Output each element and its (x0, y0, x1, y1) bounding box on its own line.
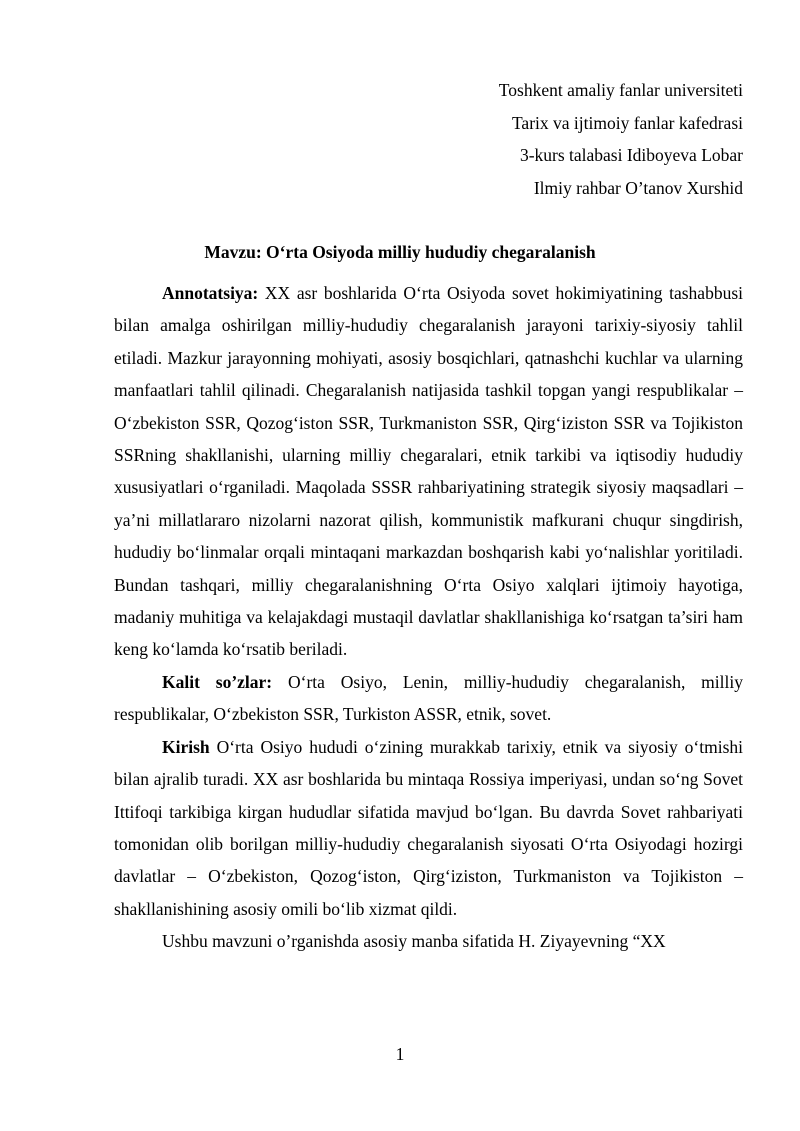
annotation-label: Annotatsiya: (162, 283, 259, 303)
supervisor-name: Ilmiy rahbar O’tanov Xurshid (533, 177, 743, 198)
author-info-block (499, 74, 743, 204)
page-number: 1 (395, 1044, 405, 1064)
keywords-paragraph (114, 666, 743, 731)
continuation-paragraph (114, 925, 743, 957)
department-name: Tarix va ijtimoiy fanlar kafedrasi (511, 112, 743, 133)
continuation-text: Ushbu mavzuni o’rganishda asosiy manba sifatida H. Ziyayevning “XX (162, 931, 666, 952)
keywords-label: Kalit so’zlar: (162, 671, 273, 692)
introduction-label: Kirish (162, 736, 210, 757)
university-name: Toshkent amaliy fanlar universiteti (498, 80, 743, 100)
document-title: Mavzu: O‘rta Osiyoda milliy hududiy chegaralanish (204, 242, 596, 262)
introduction-text: O‘rta Osiyo hududi o‘zining murakkab tarixiy, etnik va siyosiy o‘tmishi bilan ajralib turadi. XX asr boshlarida bu mintaqa Rossiya imperiyasi, undan so‘ng Sovet Ittifoqi tarkibiga kirgan hududlar sifatida mavjud bo‘lgan. Bu davrda Sovet rahbariyati tomonidan olib borilgan milliy-hududiy chegaralanish siyosati O‘rta Osiyodagi hozirgi davlatlar – O‘zbekiston, Qozog‘iston, Qirg‘iziston, Turkmaniston va Tojikiston – shakllanishining asosiy omili bo‘lib xizmat qildi. (114, 736, 743, 919)
keywords-text: O‘rta Osiyo, Lenin, milliy-hududiy chegaralanish, milliy respublikalar, O‘zbekiston SSR, Turkiston ASSR, etnik, sovet. (114, 671, 743, 725)
document-body (114, 277, 743, 958)
annotation-text: XX asr boshlarida O‘rta Osiyoda sovet hokimiyatining tashabbusi bilan amalga oshirilgan milliy-hududiy chegaralanish jarayoni tarixiy-siyosiy tahlil etiladi. Mazkur jarayonning mohiyati, asosiy bosqichlari, qatnashchi kuchlar va ularning manfaatlari tahlil qilinadi. Chegaralanish natijasida tashkil topgan yangi respublikalar – O‘zbekiston SSR, Qozog‘iston SSR, Turkmaniston SSR, Qirg‘iziston SSR va Tojikiston SSRning shakllanishi, ularning milliy chegaralari, etnik tarkibi va iqtisodiy hududiy xususiyatlari o‘rganiladi. Maqolada SSSR rahbariyatining strategik siyosiy maqsadlari – ya’ni millatlararo nizolarni nazorat qilish, kommunistik mafkurani chuqur singdirish, hududiy bo‘linmalar orqali mintaqani markazdan boshqarish kabi yo‘nalishlar yoritiladi. Bundan tashqari, milliy chegaralanishning O‘rta Osiyo xalqlari ijtimoiy hayotiga, madaniy muhitiga va kelajakdagi mustaqil davlatlar shakllanishiga ko‘rsatgan ta’siri ham keng ko‘lamda ko‘rsatib beriladi. (114, 283, 743, 660)
annotation-paragraph (114, 277, 743, 666)
student-name: 3-kurs talabasi Idiboyeva Lobar (519, 145, 743, 165)
introduction-paragraph (114, 731, 743, 925)
